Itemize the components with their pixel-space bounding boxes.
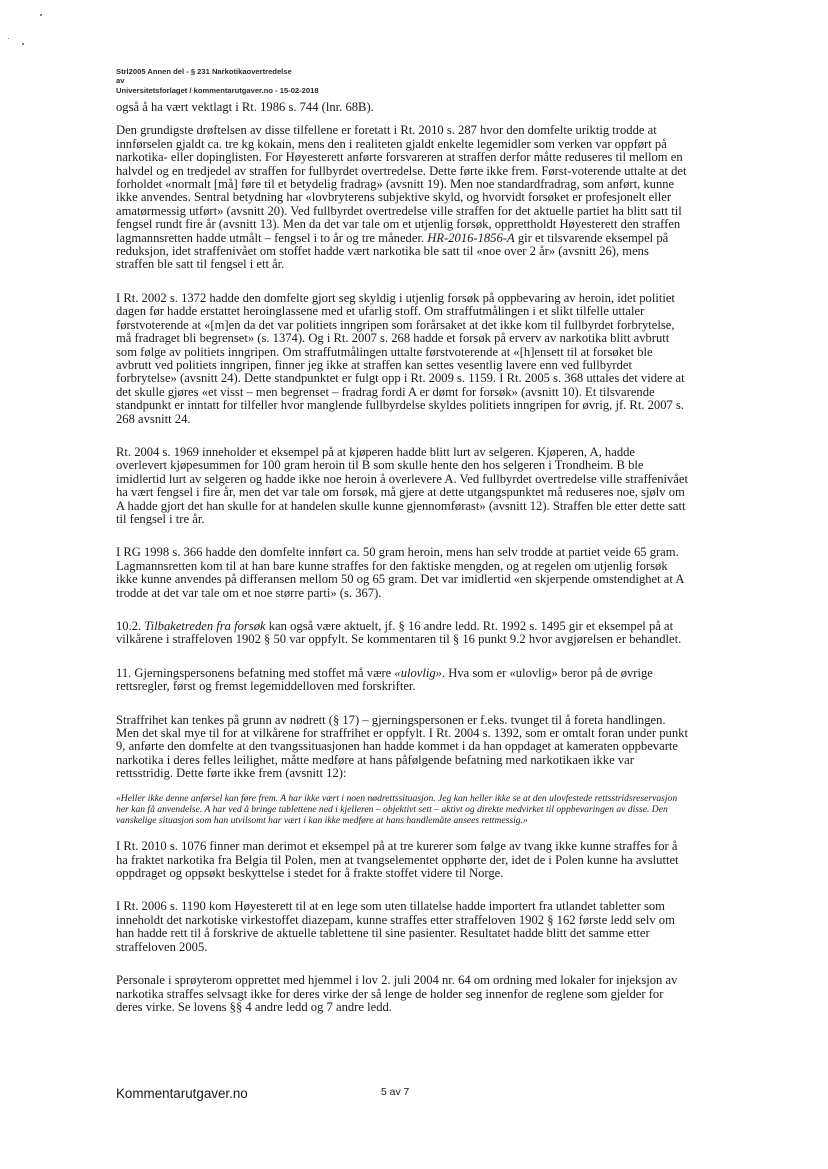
block-quote: «Heller ikke denne anførsel kan føre frem. A har ikke vært i noen nødrettssituasjon. Jeg kan heller ikke se at den ulovfestede rettsstridsreservasjon her kan få anvendelse. A har ved å bringe tablettene ned i kjelleren – objektivt sett – aktivt og direkte medvirket til oppbevaringen av disse. Den vanskelige situasjon som han utvilsomt har vært i kan ikke medføre at hans handlemåte ansees rettmessig.»: [116, 792, 678, 827]
scan-speck: [22, 43, 24, 45]
paragraph-rt-2006-1190: I Rt. 2006 s. 1190 kom Høyesterett til at en lege som uten tillatelse hadde importert fra utlandet tabletter som inneholdt det narkotiske virkestoffet diazepam, kunne straffes etter straffeloven 1902 § 162 første ledd selv om han hadde rett til å forskrive de aktuelle tablettene til sine pasienter. Resultatet hadde blitt det samme etter straffeloven 2005.: [116, 899, 675, 954]
document-body: [116, 101, 688, 1034]
paragraph-rt-2002-1372: I Rt. 2002 s. 1372 hadde den domfelte gjort seg skyldig i utjenlig forsøk på oppbevaring av heroin, idet politiet dagen før hadde erstattet heroinglassene med et ufarlig stoff. Om straffutmålingen i et slikt tilfelle uttaler førstvoterende at «[m]en da det var politiets inngripen som forårsaket at det ikke kom til fullbyrdet forbrytelse, må fradraget bli begrenset» (s. 1374). Og i Rt. 2007 s. 268 hadde et forsøk på erverv av narkotika blitt avbrutt som følge av politiets inngripen. Om straffutmålingen uttalte førstvoterende at «[h]ensett til at forsøket ble avbrutt ved politiets inngripen, finner jeg ikke at straffen kan settes vesentlig lavere enn ved fullbyrdet forbrytelse» (avsnitt 24). Dette standpunktet er fulgt opp i Rt. 2009 s. 1159. I Rt. 2005 s. 368 uttales det videre at det skulle gjøres «et visst – men begrenset – fradrag fordi A er dømt for forsøk» (avsnitt 10). Et tilsvarende standpunkt er inntatt for tilfeller hvor manglende fullbyrdelse skyldes politiets inngripen for øvrig, jf. Rt. 2007 s. 268 avsnitt 24.: [116, 290, 685, 426]
footer-site-name: Kommentarutgaver.no: [116, 1086, 248, 1101]
paragraph-continuation: også å ha vært vektlagt i Rt. 1986 s. 744 (lnr. 68B).: [116, 100, 374, 114]
header-publisher: Universitetsforlaget / kommentarutgaver.no - 15-02-2018: [116, 85, 319, 95]
paragraph-text: kan også være aktuelt, jf. § 16 andre ledd. Rt. 1992 s. 1495 gir et eksempel på at vilkårene i straffeloven 1902 § 50 var oppfylt. Se kommentaren til § 16 punkt 9.2 hvor avgjørelsen er behandlet.: [116, 619, 682, 647]
paragraph-rt-2010-1076: I Rt. 2010 s. 1076 finner man derimot et eksempel på at tre kurerer som følge av tvang ikke kunne straffes for å ha fraktet narkotika fra Belgia til Polen, men at tvangselementet opphørte der, idet de i Polen kunne ha avsluttet oppdraget og oppsøkt beskyttelse i stedet for å frakte stoffet videre til Norge.: [116, 839, 679, 881]
document-header: [116, 67, 319, 95]
paragraph-text: gir et tilsvarende eksempel på reduksjon, idet straffenivået om stoffet hadde vært narkotika ble satt til «noe over 2 år» (avsnitt 26), mens straffen ble satt til fengsel i ett år.: [116, 230, 669, 272]
paragraph-nodrett: Straffrihet kan tenkes på grunn av nødrett (§ 17) – gjerningspersonen er f.eks. tvunget til å foreta handlingen. Men det skal mye til for at vilkårene for straffrihet er oppfylt. I Rt. 2004 s. 1392, som er omtalt foran under punkt 9, anførte den domfelte at den tvangssituasjonen han hadde kommet i da han oppdaget at kameraten oppbevarte narkotika i deres felles leilighet, måtte medføre at hans påfølgende befatning med narkotikaen ikke var rettsstridig. Dette førte ikke frem (avsnitt 12):: [116, 712, 688, 781]
paragraph-text: Den grundigste drøftelsen av disse tilfellene er foretatt i Rt. 2010 s. 287 hvor den domfelte uriktig trodde at innførselen gjaldt ca. tre kg kokain, mens den i realiteten gjaldt enkelte legemidler som verken var oppført på narkotika- eller dopinglisten. For Høyesterett anførte forsvareren at straffen derfor måtte reduseres til mellom en halvdel og en tredjedel av straffen for fullbyrdet overtredelse. Dette førte ikke frem. Først-voterende uttalte at det forholdet «normalt [må] føre til et betydelig fradrag» (avsnitt 19). Men noe standardfradrag, som anført, kunne ikke anvendes. Sentral betydning har «lovbryterens subjektive skyld, og hvorvidt forsøket er profesjonelt eller amatørmessig utført» (avsnitt 20). Ved fullbyrdet overtredelse ville straffen for det aktuelle partiet ha blitt satt til fengsel rundt fire år (avsnitt 13). Men da det var tale om et utjenlig forsøk, opprettholdt Høyesterett den straffen lagmannsretten hadde utmålt – fengsel i to år og tre måneder.: [116, 123, 687, 245]
paragraph-rg-1998-366: I RG 1998 s. 366 hadde den domfelte innført ca. 50 gram heroin, mens han selv trodde at partiet veide 65 gram. Lagmannsretten kom til at han bare kunne straffes for den faktiske mengden, og at regelen om utjenlig forsøk ikke kunne anvendes på differansen mellom 50 og 65 gram. Det var imidlertid «en skjerpende omstendighet at A trodde at det var tale om et noe større parti» (s. 367).: [116, 545, 684, 600]
paragraph-rt-2010-287: [116, 124, 688, 271]
paragraph-section-11: [116, 667, 688, 694]
section-heading: 11. Gjerningspersonens befatning med stoffet må være: [116, 665, 392, 680]
case-citation-link[interactable]: HR-2016-1856-A: [427, 230, 515, 245]
scan-speck: [8, 38, 9, 39]
header-title: Strl2005 Annen del - § 231 Narkotikaovertredelse: [116, 67, 292, 76]
section-number: 10.2.: [116, 619, 142, 633]
section-topic: Tilbaketreden fra forsøk: [144, 619, 266, 633]
footer-page-number: 5 av 7: [381, 1087, 410, 1098]
scan-speck: [40, 14, 42, 16]
paragraph-text: . Hva som er «ulovlig» beror på de øvrige rettsregler, først og fremst legemiddelloven med forskrifter.: [116, 665, 653, 694]
section-keyword: «ulovlig»: [394, 665, 442, 680]
paragraph-sproyterom: Personale i sprøyterom opprettet med hjemmel i lov 2. juli 2004 nr. 64 om ordning med lokaler for injeksjon av narkotika straffes selvsagt ikke for deres virke der så lenge de holder seg innenfor de reglene som gjelder for deres virke. Se lovens §§ 4 andre ledd og 7 andre ledd.: [116, 973, 678, 1014]
paragraph-section-10-2: [116, 620, 688, 647]
paragraph-rt-2004-1969: Rt. 2004 s. 1969 inneholder et eksempel på at kjøperen hadde blitt lurt av selgeren. Kjøperen, A, hadde overlevert kjøpesummen for 100 gram heroin til B som skulle hente den hos selgeren i Trondheim. B ble imidlertid lurt av selgeren og hadde ikke noe heroin å overlevere A. Ved fullbyrdet overtredelse ville straffenivået ha vært fengsel i fire år, men det var tale om forsøk, må gjere at dette utgangspunktet må reduseres noe, sjølv om A hadde gjort det han skulle for at handelen skulle kunne gjennomførast» (avsnitt 12). Straffen ble etter dette satt til fengsel i tre år.: [116, 444, 688, 526]
header-by: av: [116, 76, 125, 86]
